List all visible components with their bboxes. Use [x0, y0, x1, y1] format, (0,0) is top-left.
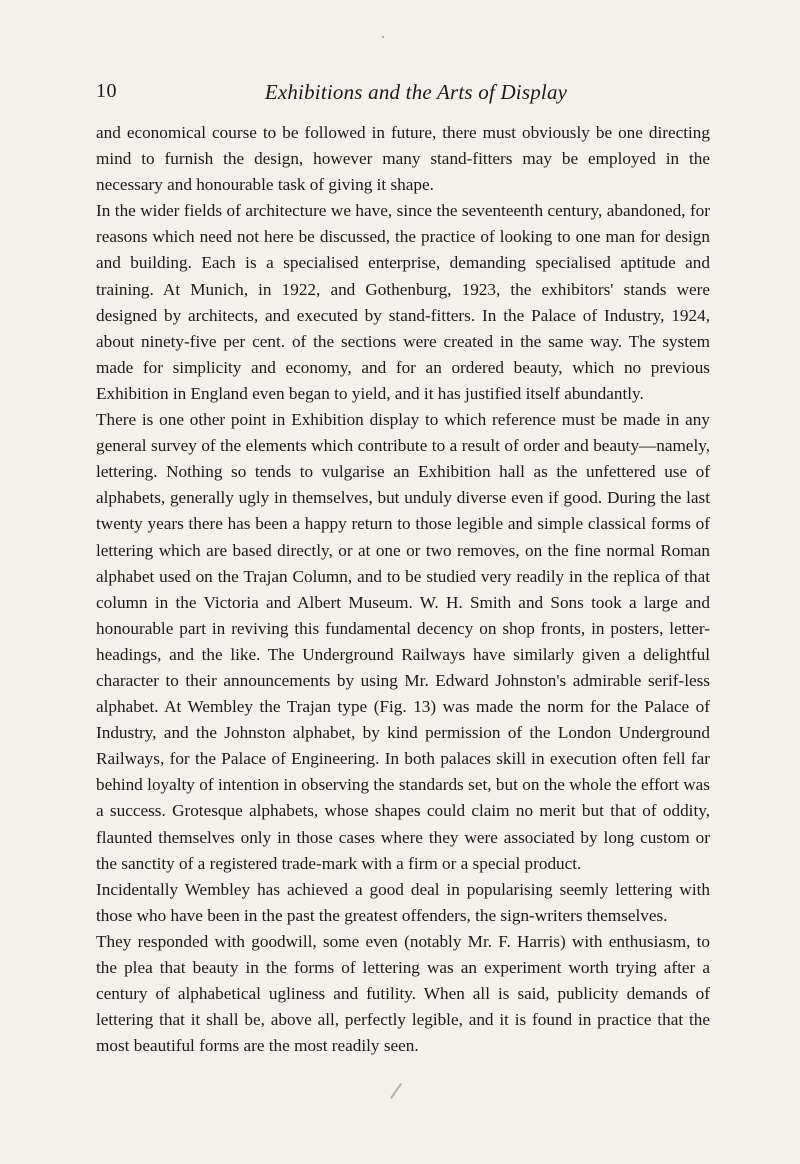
paragraph: In the wider fields of architecture we have, since the seventeenth century, abandoned, for reasons which need not here be discussed, the practice of looking to one man for design and building. Each is a specialised enterprise, demanding specialised aptitude and training. At Munich, in 1922, and Gothenburg, 1923, the exhibitors' stands were designed by architects, and executed by stand-fitters. In the Palace of Industry, 1924, about ninety-five per cent. of the sections were created in the same way. The system made for simplicity and economy, and for an ordered beauty, which no previous Exhibition in England even began to yield, and it has justified itself abundantly. — [96, 201, 710, 403]
pencil-mark — [390, 1083, 402, 1099]
running-title: Exhibitions and the Arts of Display — [264, 80, 568, 104]
paragraph: There is one other point in Exhibition display to which reference must be made in any general survey of the elements which contribute to a result of order and beauty—namely, lettering. Nothing so tends to vulgarise an Exhibition hall as the unfettered use of alphabets, generally ugly in themselves, but unduly diverse even if good. During the last twenty years there has been a happy return to those legible and simple classical forms of lettering which are based directly, or at one or two removes, on the fine normal Roman alphabet used on the Trajan Column, and to be studied very readily in the replica of that column in the Victoria and Albert Museum. W. H. Smith and Sons took a large and honourable part in reviving this fundamental decency on shop fronts, in posters, letter-headings, and the like. The Underground Railways have similarly given a delightful character to their announcements by using Mr. Edward Johnston's admirable serif-less alphabet. At Wembley the Trajan type (Fig. 13) was made the norm for the Palace of Industry, and the Johnston alphabet, by kind permission of the London Underground Railways, for the Palace of Engineering. In both palaces skill in execution often fell far behind loyalty of intention in observing the standards set, but on the whole the effort was a success. Grotesque alphabets, whose shapes could claim no merit but that of oddity, flaunted themselves only in those cases where they were associated by long custom or the sanctity of a registered trade-mark with a firm or a special product. — [96, 410, 710, 873]
body-text — [96, 120, 710, 1059]
paragraph: Incidentally Wembley has achieved a good deal in popularising seemly lettering with those who have been in the past the greatest offenders, the sign-writers themselves. — [96, 879, 710, 925]
page-header — [96, 80, 710, 110]
page-number: 10 — [96, 80, 117, 102]
paper-speck — [382, 36, 384, 38]
paragraph: They responded with goodwill, some even (notably Mr. F. Harris) with enthusiasm, to the plea that beauty in the forms of lettering was an experiment worth trying after a century of alphabetical ugliness and futility. When all is said, publicity demands of lettering that it shall be, above all, perfectly legible, and it is found in practice that the most beautiful forms are the most readily seen. — [96, 931, 710, 1056]
paragraph: and economical course to be followed in future, there must obviously be one directing mind to furnish the design, however many stand-fitters may be employed in the necessary and honourable task of giving it shape. — [96, 123, 710, 195]
